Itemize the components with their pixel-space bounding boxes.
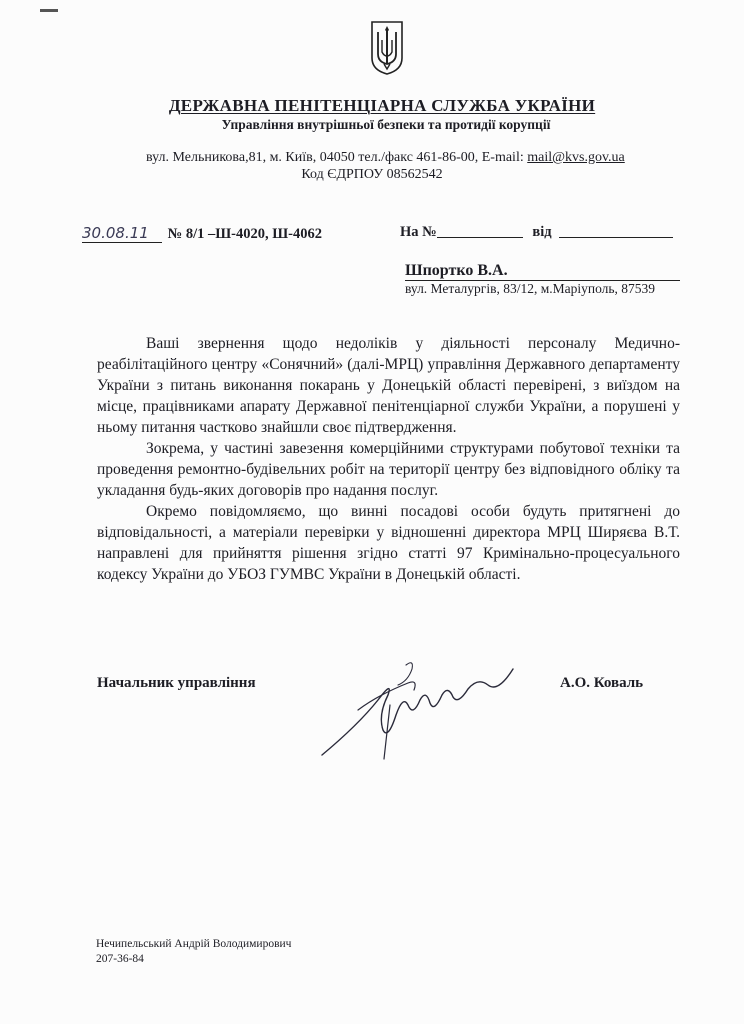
email-link[interactable]: mail@kvs.gov.ua (527, 150, 625, 165)
paragraph-3: Окремо повідомляємо, що винні посадові особи будуть притягнені до відповідальності, а матеріали перевірки у відношенні директора МРЦ Ширяєва В.Т. направлені для прийняття рішення згідно статті 97 Кримінально-процесуального кодексу України до УБОЗ ГУМВС України в Донецькій області. (97, 503, 680, 583)
organization-name: ДЕРЖАВНА ПЕНІТЕНЦІАРНА СЛУЖБА УКРАЇНИ (168, 96, 596, 115)
paragraph-1: Ваші звернення щодо недоліків у діяльності персоналу Медично-реабілітаційного центру «Сонячний» (далі-МРЦ) управління Державного департаменту України з питань виконання покарань у Донецькій області перевірені, з виїздом на місце, працівниками апарату Державної пенітенціарної служби України, а порушені у ньому питання частково знайшли своє підтвердження. (97, 335, 680, 436)
executor-phone: 207-36-84 (96, 953, 144, 965)
recipient-address: вул. Металургів, 83/12, м.Маріуполь, 87539 (405, 281, 656, 296)
address-text: вул. Мельникова,81, м. Київ, 04050 тел./факс 461-86-00, E-mail: (146, 150, 524, 165)
edrpou-code: Код ЄДРПОУ 08562542 (301, 167, 443, 182)
na-label: На № (400, 224, 437, 240)
outgoing-reference (82, 224, 322, 243)
executor-info (96, 937, 291, 967)
vid-label: від (532, 224, 552, 240)
handwritten-date: 30.08.11 (82, 224, 162, 243)
letter-body (97, 333, 680, 585)
incoming-reference (400, 224, 673, 241)
na-blank-line (437, 237, 523, 238)
paragraph-2: Зокрема, у частині завезення комерційними структурами побутової техніки та проведення ремонтно-будівельних робіт на території центру без відповідного обліку та укладання будь-яких договорів про надання послуг. (97, 440, 680, 499)
recipient-name: Шпортко В.А. (405, 262, 680, 281)
vid-blank-line (559, 237, 673, 238)
outgoing-number: № 8/1 –Ш-4020, Ш-4062 (167, 226, 322, 242)
signer-title: Начальник управління (97, 675, 256, 691)
executor-name: Нечипельський Андрій Володимирович (96, 938, 292, 950)
corner-mark (40, 9, 58, 12)
contact-line (146, 150, 625, 166)
department-name: Управління внутрішньої безпеки та протидії корупції (221, 117, 551, 132)
trident-coat-of-arms-icon (370, 20, 404, 76)
handwritten-signature (318, 655, 518, 760)
signer-name: А.О. Коваль (560, 675, 644, 691)
